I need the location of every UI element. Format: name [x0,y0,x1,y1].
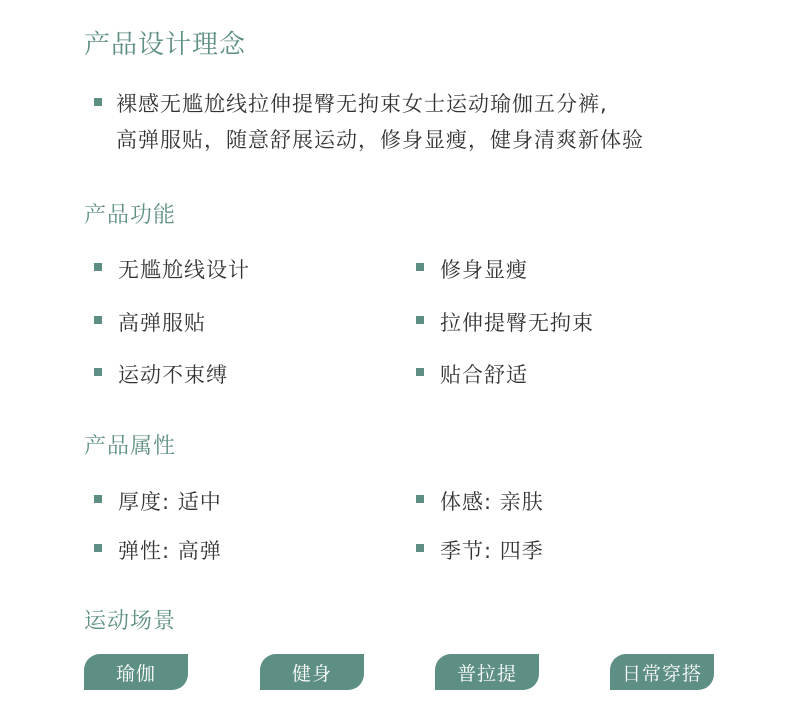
bullet-icon [94,544,102,552]
bullet-icon [416,263,424,271]
bullet-icon [416,316,424,324]
scene-tag-yoga: 瑜伽 [84,654,188,690]
function-item: 贴合舒适 [440,363,528,387]
bullet-icon [94,495,102,503]
scene-tag-pilates: 普拉提 [435,654,539,690]
function-item: 运动不束缚 [118,363,228,387]
intro-line-1: 裸感无尴尬线拉伸提臀无拘束女士运动瑜伽五分裤, [116,92,608,116]
attribute-item: 体感: 亲肤 [440,490,544,514]
bullet-icon [416,495,424,503]
bullet-icon [94,316,102,324]
bullet-icon [94,98,102,106]
intro-text [116,86,644,158]
attribute-item: 季节: 四季 [440,539,544,563]
attribute-item: 厚度: 适中 [118,490,222,514]
scene-tag-daily-wear: 日常穿搭 [610,654,714,690]
functions-heading: 产品功能 [84,203,177,228]
scene-tag-fitness: 健身 [260,654,364,690]
bullet-icon [94,368,102,376]
attributes-heading: 产品属性 [84,434,177,459]
function-item: 无尴尬线设计 [118,258,250,282]
intro-line-2: 高弹服贴，随意舒展运动，修身显瘦，健身清爽新体验 [116,128,644,152]
function-item: 修身显瘦 [440,258,528,282]
attribute-item: 弹性: 高弹 [118,539,222,563]
function-item: 拉伸提臀无拘束 [440,311,594,335]
function-item: 高弹服贴 [118,311,206,335]
bullet-icon [416,368,424,376]
page-title: 产品设计理念 [84,30,247,60]
scenes-heading: 运动场景 [84,609,177,634]
bullet-icon [94,263,102,271]
bullet-icon [416,544,424,552]
